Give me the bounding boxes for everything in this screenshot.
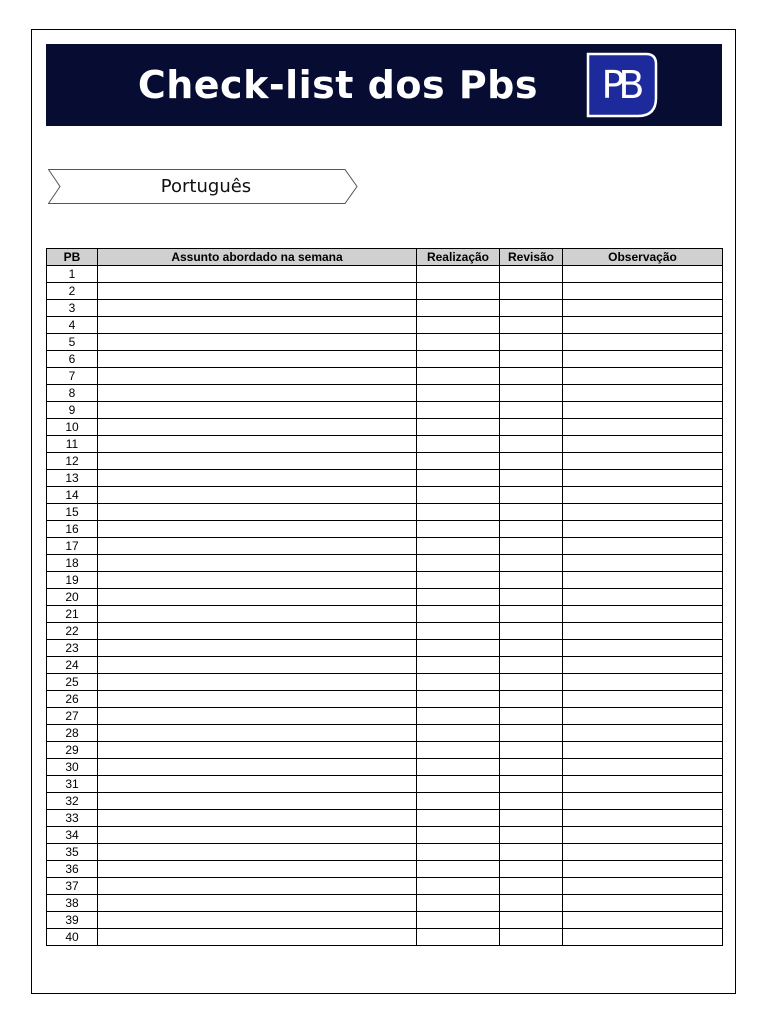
- realizacao-cell[interactable]: [417, 640, 500, 657]
- realizacao-cell[interactable]: [417, 606, 500, 623]
- observacao-cell[interactable]: [563, 589, 723, 606]
- realizacao-cell[interactable]: [417, 878, 500, 895]
- observacao-cell[interactable]: [563, 538, 723, 555]
- revisao-cell[interactable]: [500, 453, 563, 470]
- table-row: [47, 844, 723, 861]
- realizacao-cell[interactable]: [417, 300, 500, 317]
- realizacao-cell[interactable]: [417, 810, 500, 827]
- table-row: [47, 419, 723, 436]
- table-row: [47, 759, 723, 776]
- table-row: [47, 827, 723, 844]
- revisao-cell[interactable]: [500, 623, 563, 640]
- table-row: [47, 436, 723, 453]
- revisao-cell[interactable]: [500, 793, 563, 810]
- column-header-pb: PB: [47, 249, 98, 266]
- table-row: [47, 555, 723, 572]
- realizacao-cell[interactable]: [417, 453, 500, 470]
- table-row: [47, 623, 723, 640]
- pb-number-cell: 21: [47, 606, 98, 623]
- table-row: [47, 776, 723, 793]
- revisao-cell[interactable]: [500, 283, 563, 300]
- realizacao-cell[interactable]: [417, 912, 500, 929]
- subject-cell[interactable]: [98, 504, 417, 521]
- subject-cell[interactable]: [98, 691, 417, 708]
- table-row: [47, 708, 723, 725]
- subject-cell[interactable]: [98, 266, 417, 283]
- table-row: [47, 572, 723, 589]
- observacao-cell[interactable]: [563, 827, 723, 844]
- table-row: [47, 487, 723, 504]
- pb-number-cell: 10: [47, 419, 98, 436]
- pb-number-cell: 19: [47, 572, 98, 589]
- realizacao-cell[interactable]: [417, 538, 500, 555]
- table-row: [47, 674, 723, 691]
- observacao-cell[interactable]: [563, 351, 723, 368]
- observacao-cell[interactable]: [563, 300, 723, 317]
- realizacao-cell[interactable]: [417, 351, 500, 368]
- table-row: [47, 895, 723, 912]
- subject-cell[interactable]: [98, 487, 417, 504]
- revisao-cell[interactable]: [500, 266, 563, 283]
- observacao-cell[interactable]: [563, 385, 723, 402]
- observacao-cell[interactable]: [563, 623, 723, 640]
- realizacao-cell[interactable]: [417, 725, 500, 742]
- realizacao-cell[interactable]: [417, 317, 500, 334]
- column-header-revisao: Revisão: [500, 249, 563, 266]
- table-row: [47, 861, 723, 878]
- revisao-cell[interactable]: [500, 385, 563, 402]
- pb-number-cell: 40: [47, 929, 98, 946]
- observacao-cell[interactable]: [563, 266, 723, 283]
- subject-cell[interactable]: [98, 436, 417, 453]
- subject-cell[interactable]: [98, 351, 417, 368]
- revisao-cell[interactable]: [500, 861, 563, 878]
- revisao-cell[interactable]: [500, 470, 563, 487]
- revisao-cell[interactable]: [500, 606, 563, 623]
- pb-number-cell: 29: [47, 742, 98, 759]
- realizacao-cell[interactable]: [417, 844, 500, 861]
- table-row: [47, 691, 723, 708]
- revisao-cell[interactable]: [500, 504, 563, 521]
- revisao-cell[interactable]: [500, 555, 563, 572]
- realizacao-cell[interactable]: [417, 589, 500, 606]
- subject-cell[interactable]: [98, 674, 417, 691]
- realizacao-cell[interactable]: [417, 419, 500, 436]
- subject-cell[interactable]: [98, 453, 417, 470]
- revisao-cell[interactable]: [500, 572, 563, 589]
- pb-number-cell: 18: [47, 555, 98, 572]
- observacao-cell[interactable]: [563, 657, 723, 674]
- pb-number-cell: 7: [47, 368, 98, 385]
- observacao-cell[interactable]: [563, 640, 723, 657]
- revisao-cell[interactable]: [500, 589, 563, 606]
- observacao-cell[interactable]: [563, 776, 723, 793]
- revisao-cell[interactable]: [500, 657, 563, 674]
- column-header-realizacao: Realização: [417, 249, 500, 266]
- table-row: [47, 351, 723, 368]
- subject-cell[interactable]: [98, 606, 417, 623]
- table-row: [47, 300, 723, 317]
- table-row: [47, 810, 723, 827]
- subject-cell[interactable]: [98, 334, 417, 351]
- table-row: [47, 742, 723, 759]
- pb-number-cell: 38: [47, 895, 98, 912]
- observacao-cell[interactable]: [563, 368, 723, 385]
- realizacao-cell[interactable]: [417, 623, 500, 640]
- realizacao-cell[interactable]: [417, 487, 500, 504]
- realizacao-cell[interactable]: [417, 402, 500, 419]
- observacao-cell[interactable]: [563, 334, 723, 351]
- revisao-cell[interactable]: [500, 742, 563, 759]
- pb-number-cell: 4: [47, 317, 98, 334]
- table-row: [47, 266, 723, 283]
- subject-cell[interactable]: [98, 895, 417, 912]
- subject-cell[interactable]: [98, 555, 417, 572]
- pb-logo-icon: [586, 50, 658, 120]
- observacao-cell[interactable]: [563, 504, 723, 521]
- pb-number-cell: 5: [47, 334, 98, 351]
- observacao-cell[interactable]: [563, 810, 723, 827]
- revisao-cell[interactable]: [500, 436, 563, 453]
- observacao-cell[interactable]: [563, 691, 723, 708]
- realizacao-cell[interactable]: [417, 385, 500, 402]
- page-title: Check-list dos Pbs: [137, 63, 538, 107]
- observacao-cell[interactable]: [563, 725, 723, 742]
- table-row: [47, 606, 723, 623]
- subject-tag: [48, 169, 358, 204]
- observacao-cell[interactable]: [563, 674, 723, 691]
- pb-number-cell: 15: [47, 504, 98, 521]
- subject-cell[interactable]: [98, 708, 417, 725]
- pb-number-cell: 26: [47, 691, 98, 708]
- observacao-cell[interactable]: [563, 793, 723, 810]
- observacao-cell[interactable]: [563, 929, 723, 946]
- realizacao-cell[interactable]: [417, 929, 500, 946]
- pb-number-cell: 6: [47, 351, 98, 368]
- subject-cell[interactable]: [98, 368, 417, 385]
- table-row: [47, 725, 723, 742]
- observacao-cell[interactable]: [563, 283, 723, 300]
- revisao-cell[interactable]: [500, 912, 563, 929]
- pb-number-cell: 2: [47, 283, 98, 300]
- revisao-cell[interactable]: [500, 725, 563, 742]
- revisao-cell[interactable]: [500, 759, 563, 776]
- revisao-cell[interactable]: [500, 708, 563, 725]
- table-row: [47, 657, 723, 674]
- realizacao-cell[interactable]: [417, 521, 500, 538]
- pb-number-cell: 39: [47, 912, 98, 929]
- subject-cell[interactable]: [98, 283, 417, 300]
- subject-cell[interactable]: [98, 402, 417, 419]
- pb-number-cell: 36: [47, 861, 98, 878]
- observacao-cell[interactable]: [563, 844, 723, 861]
- table-row: [47, 640, 723, 657]
- subject-cell[interactable]: [98, 640, 417, 657]
- table-row: [47, 878, 723, 895]
- realizacao-cell[interactable]: [417, 759, 500, 776]
- revisao-cell[interactable]: [500, 351, 563, 368]
- realizacao-cell[interactable]: [417, 657, 500, 674]
- revisao-cell[interactable]: [500, 640, 563, 657]
- revisao-cell[interactable]: [500, 844, 563, 861]
- realizacao-cell[interactable]: [417, 436, 500, 453]
- realizacao-cell[interactable]: [417, 691, 500, 708]
- pb-number-cell: 24: [47, 657, 98, 674]
- table-row: [47, 368, 723, 385]
- pb-number-cell: 12: [47, 453, 98, 470]
- table-row: [47, 470, 723, 487]
- subject-cell[interactable]: [98, 572, 417, 589]
- observacao-cell[interactable]: [563, 453, 723, 470]
- realizacao-cell[interactable]: [417, 776, 500, 793]
- revisao-cell[interactable]: [500, 334, 563, 351]
- revisao-cell[interactable]: [500, 538, 563, 555]
- checklist-table: [46, 248, 723, 946]
- subject-cell[interactable]: [98, 521, 417, 538]
- subject-cell[interactable]: [98, 827, 417, 844]
- realizacao-cell[interactable]: [417, 555, 500, 572]
- subject-cell[interactable]: [98, 385, 417, 402]
- table-row: [47, 334, 723, 351]
- subject-cell[interactable]: [98, 657, 417, 674]
- table-header-row: [47, 249, 723, 266]
- subject-cell[interactable]: [98, 538, 417, 555]
- observacao-cell[interactable]: [563, 521, 723, 538]
- pb-logo-text: PB: [601, 63, 639, 107]
- column-header-observacao: Observação: [563, 249, 723, 266]
- table-row: [47, 929, 723, 946]
- subject-cell[interactable]: [98, 589, 417, 606]
- subject-cell[interactable]: [98, 300, 417, 317]
- realizacao-cell[interactable]: [417, 895, 500, 912]
- pb-number-cell: 8: [47, 385, 98, 402]
- subject-cell[interactable]: [98, 878, 417, 895]
- observacao-cell[interactable]: [563, 317, 723, 334]
- subject-cell[interactable]: [98, 759, 417, 776]
- table-row: [47, 504, 723, 521]
- pb-number-cell: 34: [47, 827, 98, 844]
- pb-number-cell: 30: [47, 759, 98, 776]
- subject-cell[interactable]: [98, 844, 417, 861]
- pb-number-cell: 3: [47, 300, 98, 317]
- subject-label: Português: [160, 176, 252, 197]
- pb-number-cell: 16: [47, 521, 98, 538]
- realizacao-cell[interactable]: [417, 572, 500, 589]
- table-row: [47, 538, 723, 555]
- revisao-cell[interactable]: [500, 810, 563, 827]
- observacao-cell[interactable]: [563, 742, 723, 759]
- table-row: [47, 793, 723, 810]
- pb-number-cell: 25: [47, 674, 98, 691]
- pb-number-cell: 27: [47, 708, 98, 725]
- observacao-cell[interactable]: [563, 606, 723, 623]
- subject-cell[interactable]: [98, 623, 417, 640]
- pb-number-cell: 9: [47, 402, 98, 419]
- table-row: [47, 453, 723, 470]
- revisao-cell[interactable]: [500, 368, 563, 385]
- subject-cell[interactable]: [98, 470, 417, 487]
- table-row: [47, 317, 723, 334]
- observacao-cell[interactable]: [563, 878, 723, 895]
- revisao-cell[interactable]: [500, 402, 563, 419]
- observacao-cell[interactable]: [563, 419, 723, 436]
- table-row: [47, 385, 723, 402]
- pb-number-cell: 1: [47, 266, 98, 283]
- subject-cell[interactable]: [98, 317, 417, 334]
- revisao-cell[interactable]: [500, 827, 563, 844]
- realizacao-cell[interactable]: [417, 827, 500, 844]
- subject-cell[interactable]: [98, 419, 417, 436]
- revisao-cell[interactable]: [500, 419, 563, 436]
- revisao-cell[interactable]: [500, 317, 563, 334]
- subject-cell[interactable]: [98, 929, 417, 946]
- observacao-cell[interactable]: [563, 436, 723, 453]
- pb-number-cell: 23: [47, 640, 98, 657]
- subject-cell[interactable]: [98, 912, 417, 929]
- pb-number-cell: 11: [47, 436, 98, 453]
- observacao-cell[interactable]: [563, 470, 723, 487]
- realizacao-cell[interactable]: [417, 504, 500, 521]
- realizacao-cell[interactable]: [417, 708, 500, 725]
- revisao-cell[interactable]: [500, 674, 563, 691]
- observacao-cell[interactable]: [563, 912, 723, 929]
- pb-number-cell: 37: [47, 878, 98, 895]
- realizacao-cell[interactable]: [417, 334, 500, 351]
- realizacao-cell[interactable]: [417, 283, 500, 300]
- observacao-cell[interactable]: [563, 487, 723, 504]
- pb-number-cell: 14: [47, 487, 98, 504]
- observacao-cell[interactable]: [563, 555, 723, 572]
- table-row: [47, 283, 723, 300]
- pb-number-cell: 28: [47, 725, 98, 742]
- subject-cell[interactable]: [98, 810, 417, 827]
- revisao-cell[interactable]: [500, 300, 563, 317]
- pb-number-cell: 22: [47, 623, 98, 640]
- pb-number-cell: 33: [47, 810, 98, 827]
- subject-cell[interactable]: [98, 793, 417, 810]
- observacao-cell[interactable]: [563, 708, 723, 725]
- table-body: [47, 266, 723, 946]
- pb-number-cell: 17: [47, 538, 98, 555]
- revisao-cell[interactable]: [500, 776, 563, 793]
- pb-number-cell: 35: [47, 844, 98, 861]
- pb-number-cell: 32: [47, 793, 98, 810]
- subject-cell[interactable]: [98, 742, 417, 759]
- pb-number-cell: 13: [47, 470, 98, 487]
- pb-number-cell: 20: [47, 589, 98, 606]
- subject-cell[interactable]: [98, 776, 417, 793]
- revisao-cell[interactable]: [500, 929, 563, 946]
- observacao-cell[interactable]: [563, 759, 723, 776]
- realizacao-cell[interactable]: [417, 674, 500, 691]
- revisao-cell[interactable]: [500, 691, 563, 708]
- realizacao-cell[interactable]: [417, 861, 500, 878]
- realizacao-cell[interactable]: [417, 793, 500, 810]
- pb-number-cell: 31: [47, 776, 98, 793]
- observacao-cell[interactable]: [563, 572, 723, 589]
- revisao-cell[interactable]: [500, 895, 563, 912]
- table-row: [47, 589, 723, 606]
- table-row: [47, 402, 723, 419]
- realizacao-cell[interactable]: [417, 266, 500, 283]
- revisao-cell[interactable]: [500, 521, 563, 538]
- table-row: [47, 521, 723, 538]
- column-header-subject: Assunto abordado na semana: [98, 249, 417, 266]
- observacao-cell[interactable]: [563, 861, 723, 878]
- realizacao-cell[interactable]: [417, 742, 500, 759]
- table-row: [47, 912, 723, 929]
- observacao-cell[interactable]: [563, 402, 723, 419]
- observacao-cell[interactable]: [563, 895, 723, 912]
- realizacao-cell[interactable]: [417, 368, 500, 385]
- realizacao-cell[interactable]: [417, 470, 500, 487]
- subject-cell[interactable]: [98, 861, 417, 878]
- header-banner: [46, 44, 722, 126]
- revisao-cell[interactable]: [500, 878, 563, 895]
- subject-cell[interactable]: [98, 725, 417, 742]
- revisao-cell[interactable]: [500, 487, 563, 504]
